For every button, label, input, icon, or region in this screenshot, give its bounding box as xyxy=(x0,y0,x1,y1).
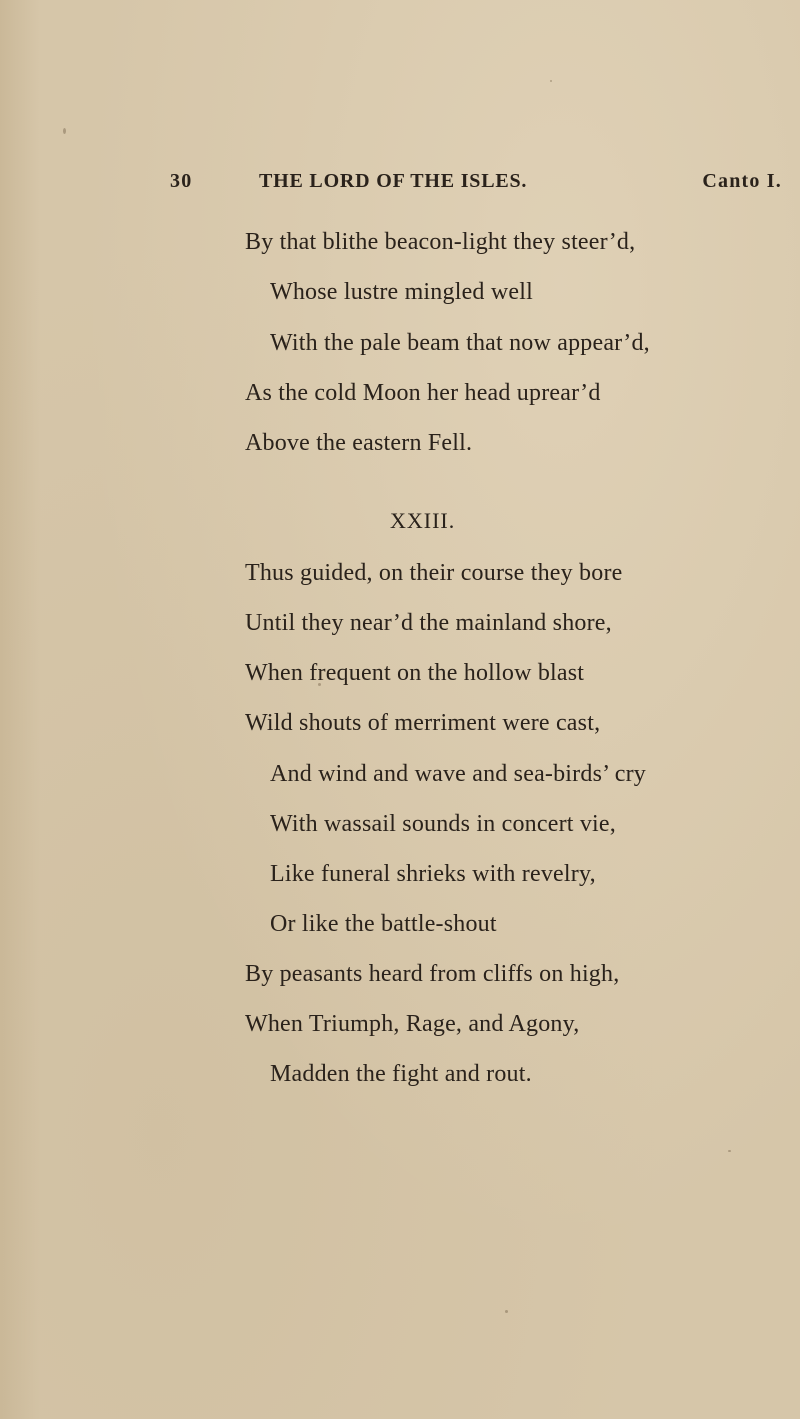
paper-speck xyxy=(285,342,287,345)
canto-label: Canto I. xyxy=(702,170,782,192)
paper-speck xyxy=(505,1310,508,1313)
verse-line: Madden the fight and rout. xyxy=(270,1061,532,1087)
verse-line: With the pale beam that now appear’d, xyxy=(270,330,650,356)
verse-line: By peasants heard from cliffs on high, xyxy=(245,961,620,987)
verse-line: Wild shouts of merriment were cast, xyxy=(245,710,601,736)
paper-speck xyxy=(550,80,552,82)
paper-speck xyxy=(318,683,321,686)
verse-line: When Triumph, Rage, and Agony, xyxy=(245,1011,580,1037)
verse-line: Thus guided, on their course they bore xyxy=(245,560,623,586)
verse-line: Above the eastern Fell. xyxy=(245,430,473,456)
verse-line: And wind and wave and sea-birds’ cry xyxy=(270,761,646,787)
page-number: 30 xyxy=(170,170,193,192)
paper-speck xyxy=(63,128,66,134)
verse-line: Until they near’d the mainland shore, xyxy=(245,610,612,636)
verse-line: Like funeral shrieks with revelry, xyxy=(270,861,596,887)
running-header xyxy=(170,170,782,200)
verse-line: As the cold Moon her head uprear’d xyxy=(245,380,601,406)
verse-line: By that blithe beacon-light they steer’d, xyxy=(245,229,636,255)
verse-line: Whose lustre mingled well xyxy=(270,279,533,305)
verse-line: With wassail sounds in concert vie, xyxy=(270,811,616,837)
stanza-number: XXIII. xyxy=(390,508,456,533)
verse-line: When frequent on the hollow blast xyxy=(245,660,585,686)
paper-speck xyxy=(728,1150,731,1152)
running-title: THE LORD OF THE ISLES. xyxy=(259,170,528,192)
verse-line: Or like the battle-shout xyxy=(270,911,497,937)
